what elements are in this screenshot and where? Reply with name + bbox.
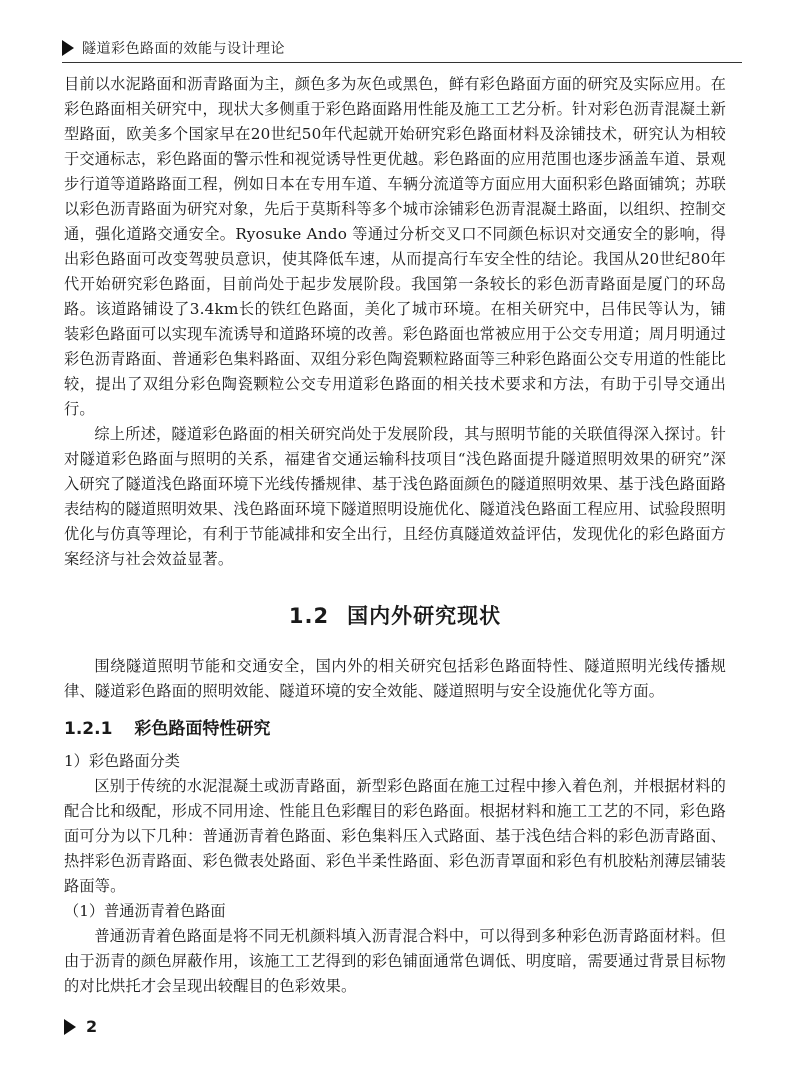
paragraph-3: 围绕隧道照明节能和交通安全，国内外的相关研究包括彩色路面特性、隧道照明光线传播规律、隧道彩色路面的照明效能、隧道环境的安全效能、隧道照明与安全设施优化等方面。 — [64, 657, 726, 700]
triangle-marker-icon — [62, 40, 74, 56]
section-number: 1.2 — [288, 604, 330, 628]
subsection-title: 彩色路面特性研究 — [134, 719, 271, 739]
subsection-heading — [64, 714, 726, 739]
paragraph-4: 区别于传统的水泥混凝土或沥青路面，新型彩色路面在施工过程中掺入着色剂，并根据材料的配合比和级配，形成不同用途、性能且色彩醒目的彩色路面。根据材料和施工工艺的不同，彩色路面可分为以下几种：普通沥青着色路面、彩色集料压入式路面、基于浅色结合料的彩色沥青路面、热拌彩色沥青路面、彩色微表处路面、彩色半柔性路面、彩色沥青罩面和彩色有机胶粘剂薄层铺装路面等。 — [64, 777, 726, 895]
item-heading-1: 1）彩色路面分类 — [64, 752, 180, 770]
page-footer — [64, 1017, 97, 1036]
running-title: 隧道彩色路面的效能与设计理论 — [82, 41, 285, 57]
page-body — [64, 72, 726, 999]
section-heading — [64, 600, 726, 630]
item-heading-2: （1）普通沥青着色路面 — [64, 902, 226, 920]
running-header — [62, 34, 742, 63]
paragraph-2: 综上所述，隧道彩色路面的相关研究尚处于发展阶段，其与照明节能的关联值得深入探讨。针对隧道彩色路面与照明的关系，福建省交通运输科技项目“浅色路面提升隧道照明效果的研究”深入研究了隧道浅色路面环境下光线传播规律、基于浅色路面颜色的隧道照明效果、基于浅色路面路表结构的隧道照明效果、浅色路面环境下隧道照明设施优化、隧道浅色路面工程应用、试验段照明优化与仿真等理论，有利于节能减排和安全出行，且经仿真隧道效益评估，发现优化的彩色路面方案经济与社会效益显著。 — [64, 425, 726, 568]
page-number: 2 — [86, 1017, 98, 1036]
paragraph-5: 普通沥青着色路面是将不同无机颜料填入沥青混合料中，可以得到多种彩色沥青路面材料。但由于沥青的颜色屏蔽作用，该施工工艺得到的彩色铺面通常色调低、明度暗，需要通过背景目标物的对比烘托才会呈现出较醒目的色彩效果。 — [64, 927, 726, 995]
section-title: 国内外研究现状 — [347, 604, 502, 628]
subsection-number: 1.2.1 — [64, 719, 113, 739]
paragraph-1: 目前以水泥路面和沥青路面为主，颜色多为灰色或黑色，鲜有彩色路面方面的研究及实际应用。在彩色路面相关研究中，现状大多侧重于彩色路面路用性能及施工工艺分析。针对彩色沥青混凝土新型路面，欧美多个国家早在20世纪50年代起就开始研究彩色路面材料及涂铺技术，研究认为相较于交通标志，彩色路面的警示性和视觉诱导性更优越。彩色路面的应用范围也逐步涵盖车道、景观步行道等道路路面工程，例如日本在专用车道、车辆分流道等方面应用大面积彩色路面铺筑；苏联以彩色沥青路面为研究对象，先后于莫斯科等多个城市涂铺彩色沥青混凝土路面，以组织、控制交通，强化道路交通安全。Ryosuke Ando 等通过分析交叉口不同颜色标识对交通安全的影响，得出彩色路面可改变驾驶员意识，使其降低车速，从而提高行车安全性的结论。我国从20世纪80年代开始研究彩色路面，目前尚处于起步发展阶段。我国第一条较长的彩色沥青路面是厦门的环岛路。该道路铺设了3.4km长的铁红色路面，美化了城市环境。在相关研究中，吕伟民等认为，铺装彩色路面可以实现车流诱导和道路环境的改善。彩色路面也常被应用于公交专用道；周月明通过彩色沥青路面、普通彩色集料路面、双组分彩色陶瓷颗粒路面等三种彩色路面公交专用道的性能比较，提出了双组分彩色陶瓷颗粒公交专用道彩色路面的相关技术要求和方法，有助于引导交通出行。 — [64, 75, 726, 418]
triangle-marker-icon — [64, 1019, 76, 1035]
